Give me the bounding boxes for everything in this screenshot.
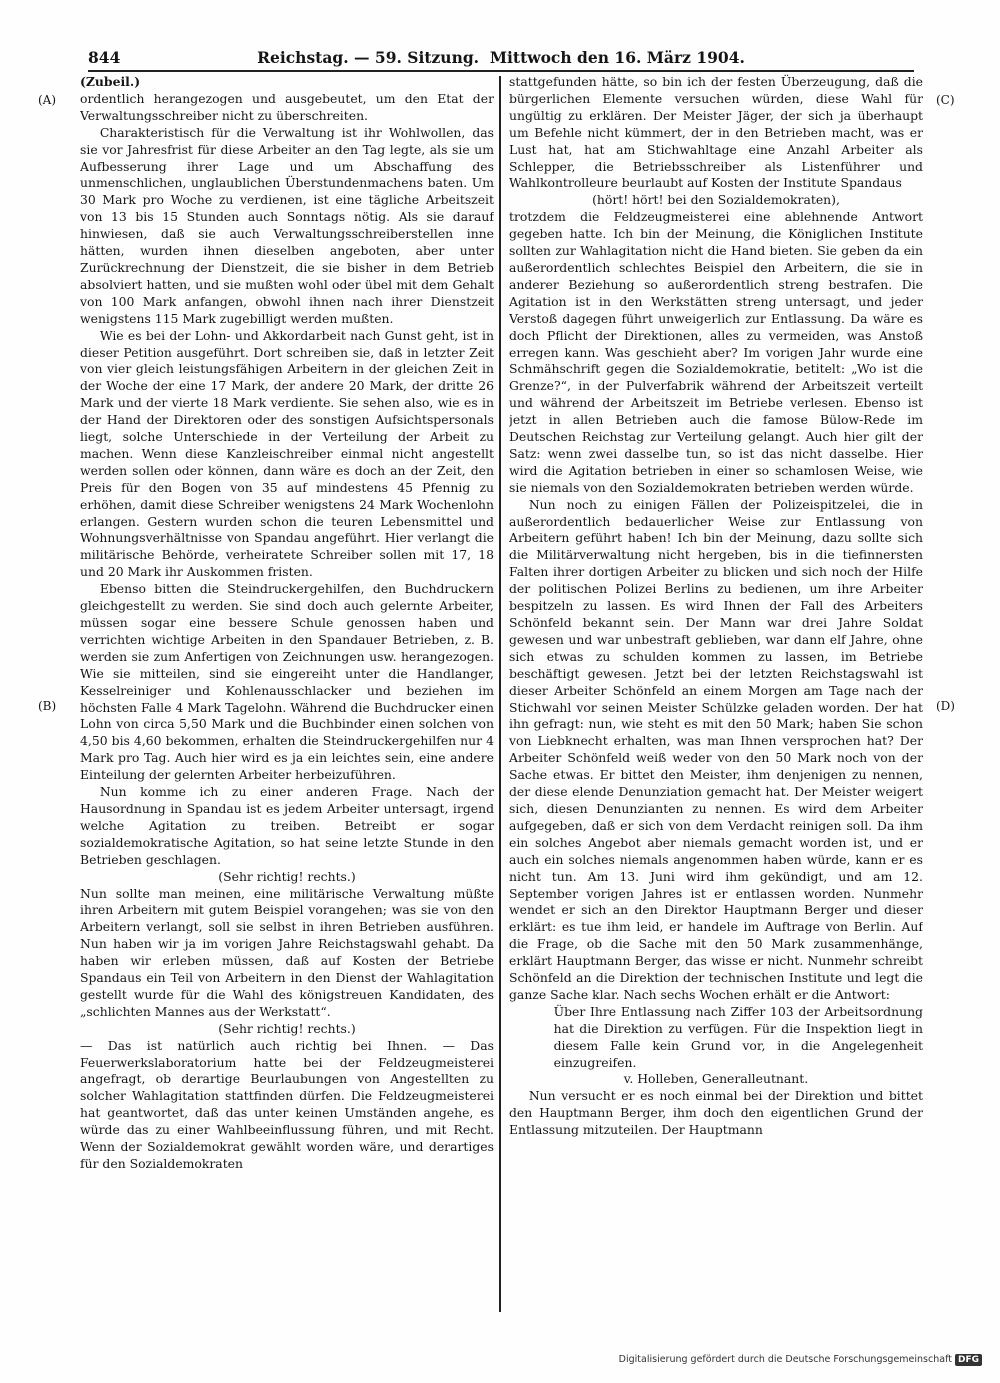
paragraph: Nun sollte man meinen, eine militärische Verwaltung müßte ihren Arbeitern mit gutem Beispiel vorangehen; was sie von den Arbeitern verlangt, soll sie selbst in ihren Betrieben ausführen. Nun haben wir ja im vorigen Jahre Reichstagswahl gehabt. Da haben wir erleben müssen, daß auf Kosten der Betriebe Spandaus ein Teil von Arbeitern in den Dienst der Wahlagitation gestellt wurde für die Wahl des königstreuen Kandidaten, des „schlichten Mannes aus der Werkstatt“. <box>80 885 494 1019</box>
paragraph: Ebenso bitten die Steindruckergehilfen, den Buchdruckern gleichgestellt zu werden. Sie sind doch auch gelernte Arbeiter, müssen sogar eine bessere Schule genossen haben und verrichten wichtige Arbeiten in den Spandauer Betrieben, z. B. werden sie zum Anfertigen von Zeichnungen usw. herangezogen. Wie sie mitteilen, sind sie eingereiht unter die Handlanger, Kesselreiniger und Kohlenausschlacker und beziehen im höchsten Falle 4 Mark Tagelohn. Während die Buchdrucker einen Lohn von circa 5,50 Mark und die Buchbinder einen solchen von 4,50 bis 4,60 bekommen, erhalten die Steindruckergehilfen nur 4 Mark pro Tag. Auch hier wird es ja ein leichtes sein, eine andere Einteilung der gelernten Arbeiter herbeizuführen. <box>80 581 494 783</box>
paragraph: Charakteristisch für die Verwaltung ist ihr Wohlwollen, das sie vor Jahresfrist für diese Arbeiter an den Tag legte, als sie um Aufbesserung ihrer Lage und um Abschaffung des unmenschlichen, unglaublichen Überstundenmachens baten. Um 30 Mark pro Woche zu verdienen, ist eine tägliche Arbeitszeit von 13 bis 15 Stunden auch Sonntags nötig. Als sie darauf hinwiesen, daß sie auch Verwaltungsschreiberstellen inne hätten, wurden ihnen dieselben angeboten, aber unter Zurückrechnung der Dienstzeit, die sie bisher in dem Betrieb absolviert hatten, und sie mußten wohl oder übel mit dem Gehalt von 100 Mark anfangen, obwohl ihnen nach ihrer Dienstzeit wenigstens 115 Mark zugebilligt werden mußten. <box>80 124 494 326</box>
margin-mark-d: (D) <box>936 699 955 713</box>
paragraph: ordentlich herangezogen und ausgebeutet, um den Etat der Verwaltungsschreiber nicht zu überschreiten. <box>80 90 494 123</box>
letter-signature: v. Holleben, Generalleutnant. <box>623 1071 809 1087</box>
paragraph: stattgefunden hätte, so bin ich der festen Überzeugung, daß die bürgerlichen Elemente versuchen würden, diese Wahl für ungültig zu erklären. Der Meister Jäger, der sich ja überhaupt um Befehle nicht kümmert, der in den Betrieben macht, was er Lust hat, hat am Stichwahltage eine Anzahl Arbeiter als Schlepper, die Betriebsschreiber als Listenführer und Wahlkontrolleure beurlaubt auf Kosten der Institute Spandaus <box>509 74 923 191</box>
interjection: (hört! hört! bei den Sozialdemokraten), <box>592 192 840 208</box>
paragraph: Nun komme ich zu einer anderen Frage. Nach der Hausordnung in Spandau ist es jedem Arbeiter untersagt, irgend welche Agitation zu treiben. Betreibt er sogar sozialdemokratische Agitation, so hat seine letzte Stunde in den Betrieben geschlagen. <box>80 784 494 867</box>
session-title: Reichstag. — 59. Sitzung. Mittwoch den 16. März 1904. <box>257 48 745 67</box>
footer-text: Digitalisierung gefördert durch die Deutsche Forschungsgemeinschaft <box>618 1354 952 1365</box>
paragraph: — Das ist natürlich auch richtig bei Ihnen. — Das Feuerwerkslaboratorium hatte bei der Feldzeugmeisterei angefragt, ob derartige Beurlaubungen von Angestellten zu solcher Wahlagitation stattfinden dürfen. Die Feldzeugmeisterei hat geantwortet, daß das unter keinen Umständen angehe, es würde das zu einer Wahlbeeinflussung führen, und mit Recht. Wenn der Sozialdemokrat gewählt worden wäre, und derartiges für den Sozialdemokraten <box>80 1037 494 1171</box>
interjection: (Sehr richtig! rechts.) <box>218 868 356 884</box>
left-column <box>80 74 494 1306</box>
paragraph: Wie es bei der Lohn- und Akkordarbeit nach Gunst geht, ist in dieser Petition ausgeführt. Dort schreiben sie, daß in letzter Zeit von vier gleich leistungsfähigen Arbeitern in der gleichen Zeit in der Woche der eine 17 Mark, der andere 20 Mark, der dritte 26 Mark und der vierte 18 Mark verdiente. Sie sehen also, wie es in der Hand der Direktoren oder des sonstigen Aufsichtspersonals liegt, solche Unterschiede in der Verteilung der Arbeit zu machen. Wenn diese Kanzleischreiber einmal nicht angestellt werden sollen oder können, dann wäre es doch an der Zeit, den Preis für den Bogen von 35 auf mindestens 45 Pfennig zu erhöhen, damit diese Schreiber wenigstens 24 Mark Wochenlohn erlangen. Gestern wurden schon die teuren Lebensmittel und Wohnungsverhältnisse von Spandau angeführt. Hier verlangt die militärische Behörde, verheiratete Schreiber sollen mit 17, 18 und 20 Mark ihr Auskommen fristen. <box>80 327 494 580</box>
dfg-logo: DFG <box>955 1354 982 1366</box>
margin-mark-a: (A) <box>38 93 57 107</box>
column-divider <box>499 76 501 1312</box>
digitization-footer <box>619 1354 982 1366</box>
quoted-letter: Über Ihre Entlassung nach Ziffer 103 der Arbeitsordnung hat die Direktion zu verfügen. Für die Inspektion liegt in diesem Falle kein Grund vor, in die Angelegenheit einzugreifen. <box>553 1003 923 1070</box>
interjection: (Sehr richtig! rechts.) <box>218 1020 356 1036</box>
page-number: 844 <box>88 48 121 67</box>
margin-mark-b: (B) <box>38 699 57 713</box>
paragraph: Nun versucht er es noch einmal bei der Direktion und bittet den Hauptmann Berger, ihm doch den eigentlichen Grund der Entlassung mitzuteilen. Der Hauptmann <box>509 1088 923 1138</box>
right-column <box>509 74 923 1306</box>
page-header <box>88 44 914 72</box>
paragraph: trotzdem die Feldzeugmeisterei eine ablehnende Antwort gegeben hatte. Ich bin der Meinung, die Königlichen Institute sollten zur Wahlagitation nicht die Hand bieten. Sie geben da ein außerordentlich schlechtes Beispiel den Arbeitern, die sie in anderer Beziehung so außerordentlich streng bestrafen. Die Agitation ist in den Werkstätten streng untersagt, und jeder Verstoß dagegen führt unweigerlich zur Entlassung. Da wäre es doch Pflicht der Direktionen, alles zu vermeiden, was Anstoß erregen kann. Was geschieht aber? Im vorigen Jahr wurde eine Schmähschrift gegen die Sozialdemokratie, betitelt: „Wo ist die Grenze?“, in der Pulverfabrik während der Arbeitszeit verteilt und während der Arbeitszeit im Betriebe verlesen. Ebenso ist jetzt in allen Betrieben auch die famose Bülow-Rede im Deutschen Reichstag zur Verteilung gelangt. Auch hier gilt der Satz: wenn zwei dasselbe tun, so ist das nicht dasselbe. Hier wird die Agitation betrieben in einer so schamlosen Weise, wie sie niemals von den Sozialdemokraten betrieben werden würde. <box>509 209 923 495</box>
paragraph: Nun noch zu einigen Fällen der Polizeispitzelei, die in außerordentlich bedauerlicher Weise zur Entlassung von Arbeitern geführt haben! Ich bin der Meinung, dazu sollte sich die Militärverwaltung nicht hergeben, bis in die tiefinnersten Falten ihrer dortigen Arbeiter zu blicken und sich noch der Hilfe der politischen Polizei Berlins zu bedienen, um ihre Arbeiter bespitzeln zu lassen. Es wird Ihnen der Fall des Arbeiters Schönfeld bekannt sein. Der Mann war drei Jahre Soldat gewesen und war unbestraft geblieben, war dann elf Jahre, ohne sich etwas zu schulden kommen zu lassen, im Betriebe beschäftigt gewesen. Jetzt bei der letzten Reichstagswahl ist dieser Arbeiter Schönfeld an einem Morgen am Tage nach der Stichwahl vor seinen Meister Schülzke geladen worden. Der hat ihn gefragt: nun, wie steht es mit den 50 Mark; haben Sie schon von Liebknecht erhalten, was man Ihnen versprochen hat? Der Arbeiter Schönfeld weiß weder von den 50 Mark noch von der Sache etwas. Er bittet den Meister, ihm denjenigen zu nennen, der diese elende Denunziation gemacht hat. Der Meister weigert sich, diesen Denunzianten zu nennen. Es wird dem Arbeiter aufgegeben, daß er sich von dem Verdacht reinigen soll. Da ihm ein solches Angebot aber niemals gemacht worden ist, und er auch ein solches niemals angenommen haben würde, kann er es nicht tun. Am 13. Juni wird ihm gekündigt, und am 12. September vorigen Jahres ist er entlassen worden. Nunmehr wendet er sich an den Direktor Hauptmann Berger und dieser erklärt: es tue ihm leid, er handele im Auftrage von Berlin. Auf die Frage, ob die Sache mit den 50 Mark zusammenhänge, erklärt Hauptmann Berger, das wisse er nicht. Nunmehr schreibt Schönfeld an die Direktion der technischen Institute und legt die ganze Sache klar. Nach sechs Wochen erhält er die Antwort: <box>509 496 923 1002</box>
speaker-label: (Zubeil.) <box>80 74 141 89</box>
margin-mark-c: (C) <box>936 93 955 107</box>
